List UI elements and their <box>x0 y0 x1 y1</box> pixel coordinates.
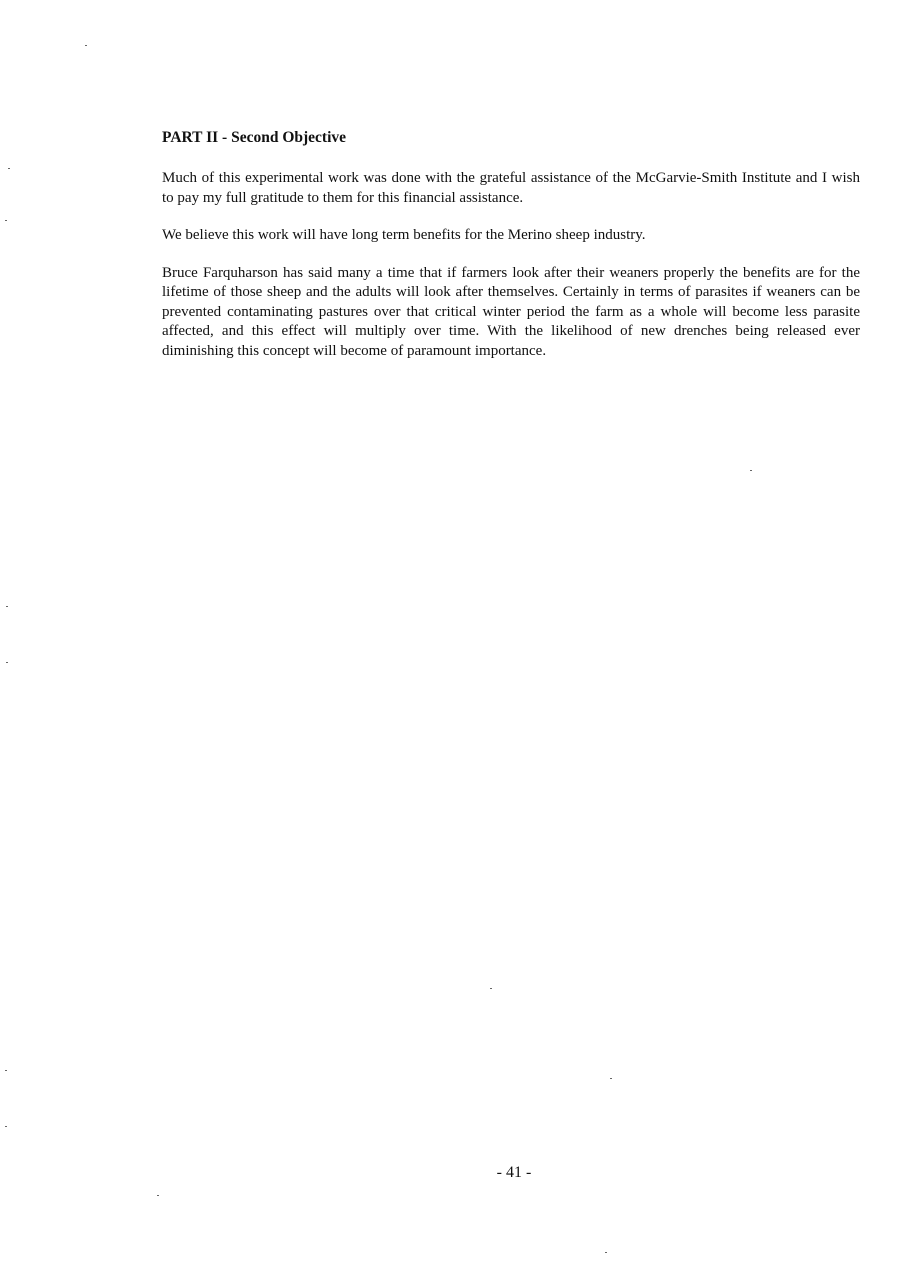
scan-speck <box>157 1195 159 1196</box>
scan-speck <box>610 1078 612 1079</box>
scan-speck <box>5 220 7 221</box>
scan-speck <box>6 662 8 663</box>
paragraph-benefits: We believe this work will have long term benefits for the Merino sheep industry. <box>162 227 646 243</box>
scan-speck <box>8 168 10 169</box>
paragraph-acknowledgement: Much of this experimental work was done with the grateful assistance of the McGarvie-Smith Institute and I wish to pay my full gratitude to them for this financial assistance. <box>162 170 860 206</box>
scan-speck <box>750 470 752 471</box>
section-heading: PART II - Second Objective <box>162 129 347 146</box>
scan-speck <box>6 606 8 607</box>
paragraph-weaners: Bruce Farquharson has said many a time that if farmers look after their weaners properly the benefits are for the lifetime of those sheep and the adults will look after themselves. Certainly in terms of parasites if weaners can be prevented contaminating pastures over that critical winter period the farm as a whole will become less parasite affected, and this effect will multiply over time. With the likelihood of new drenches being released ever diminishing this concept will become of paramount importance. <box>162 264 860 359</box>
document-body <box>162 128 860 379</box>
scan-speck <box>5 1126 7 1127</box>
scan-speck <box>5 1070 7 1071</box>
scan-speck <box>605 1252 607 1253</box>
page-number: - 41 - <box>496 1164 532 1181</box>
scan-speck <box>490 988 492 989</box>
scan-speck <box>85 45 87 46</box>
